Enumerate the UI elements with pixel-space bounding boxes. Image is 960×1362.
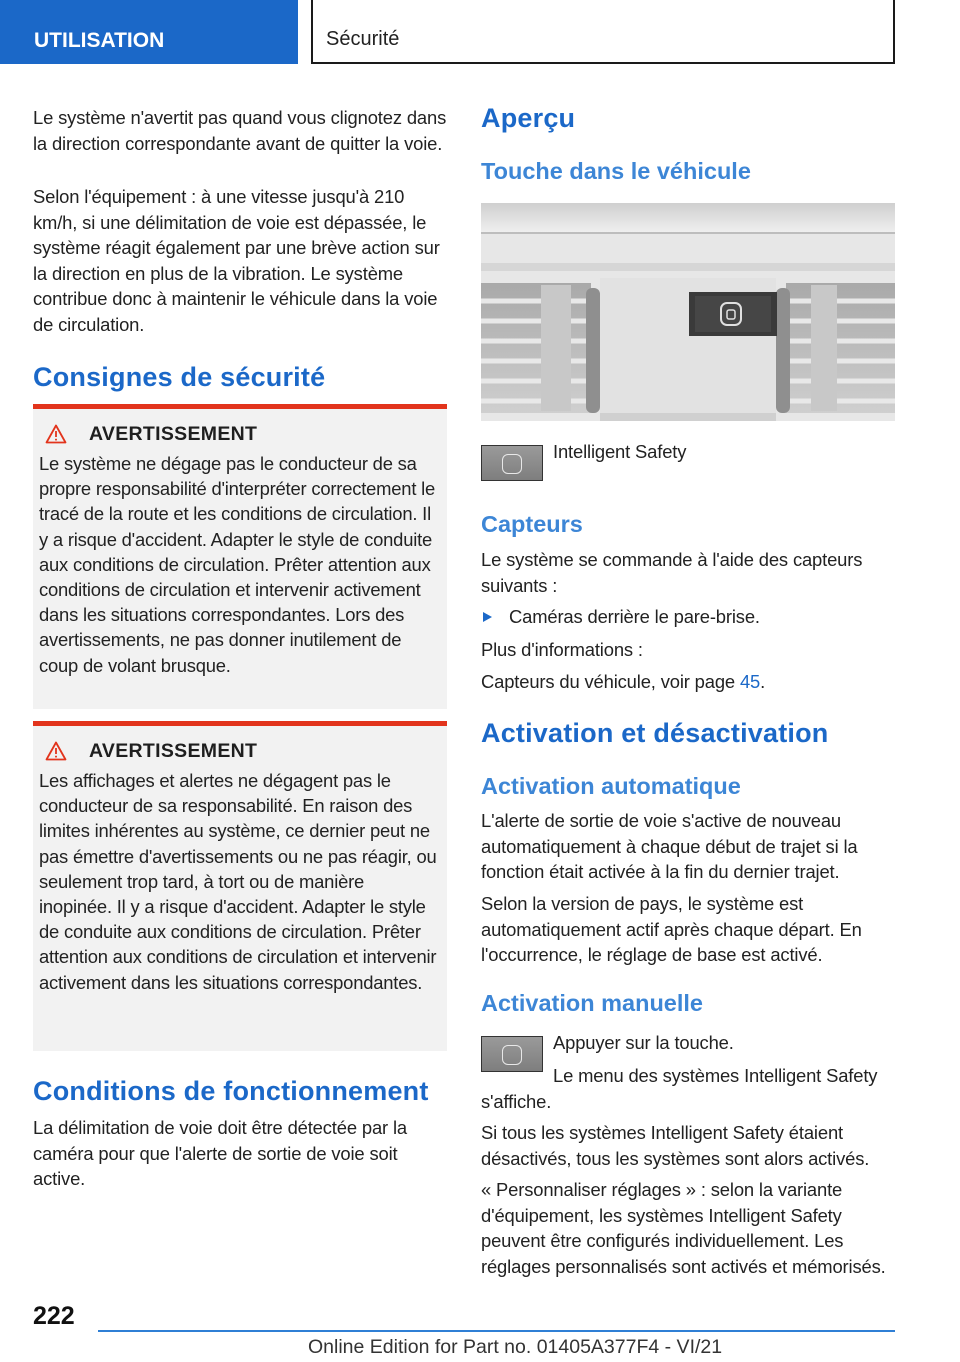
- intelligent-safety-button-image: [481, 445, 543, 481]
- car-assist-icon: [502, 1045, 522, 1065]
- heading-auto-activation: Activation automatique: [481, 773, 741, 799]
- dashboard-illustration: [481, 203, 895, 421]
- paragraph-manual-1: Appuyer sur la touche.: [553, 1032, 734, 1053]
- sensor-reference-end: .: [760, 671, 766, 692]
- page-number: 222: [33, 1302, 75, 1330]
- paragraph-sensors: Le système se commande à l'aide des capteurs suivants :: [481, 549, 863, 596]
- paragraph-auto-2: Selon la version de pays, le système est automatiquement actif après chaque départ. En l'occurrence, le réglage de base est activé.: [481, 893, 862, 966]
- button-label: Intelligent Safety: [553, 441, 687, 462]
- warning-box-1: [33, 404, 447, 709]
- header-section: UTILISATION: [0, 0, 298, 64]
- paragraph-manual-2: Le menu des systèmes Intelligent Safety s'affiche.: [481, 1065, 878, 1112]
- sensor-reference-text: Capteurs du véhicule, voir page: [481, 671, 740, 692]
- warning-box-2: [33, 721, 447, 1051]
- footer-divider: [98, 1330, 895, 1332]
- warning-title: AVERTISSEMENT: [89, 422, 258, 445]
- heading-overview: Aperçu: [481, 103, 576, 133]
- heading-conditions: Conditions de fonctionnement: [33, 1076, 429, 1106]
- paragraph-manual-3: Si tous les systèmes Intelligent Safety étaient désactivés, tous les systèmes sont alors activés.: [481, 1122, 870, 1169]
- paragraph-equipment: Selon l'équipement : à une vitesse jusqu'à 210 km/h, si une délimitation de voie est dépassée, le système réagit également par une brève action sur la direction en plus de la vibration. Le système contribue donc à maintenir le véhicule dans la voie de circulation.: [33, 186, 440, 335]
- warning-title: AVERTISSEMENT: [89, 739, 258, 762]
- more-info-label: Plus d'informations :: [481, 639, 643, 660]
- page-link-45[interactable]: 45: [739, 671, 761, 692]
- warning-triangle-icon: [45, 741, 67, 761]
- heading-button-in-vehicle: Touche dans le véhicule: [481, 158, 751, 184]
- paragraph-intro: Le système n'avertit pas quand vous clignotez dans la direction correspondante avant de quitter la voie.: [33, 107, 447, 154]
- heading-activation: Activation et désactivation: [481, 718, 829, 748]
- car-assist-icon: [502, 454, 522, 474]
- paragraph-conditions: La délimitation de voie doit être détectée par la caméra pour que l'alerte de sortie de voie soit active.: [33, 1117, 407, 1190]
- warning-text: Les affichages et alertes ne dégagent pas le conducteur de sa responsabilité. En raison des limites inhérentes au système, ce dernier peut ne pas émettre d'avertissements ou ne pas réagir, ou seulement trop tard, à tort ou de manière inopinée. Il y a risque d'accident. Adapter le style de conduite aux conditions de circulation. Prêter attention aux conditions de circulation et intervenir activement dans les situations correspondantes.: [39, 770, 437, 993]
- sensor-reference: [481, 669, 765, 695]
- heading-manual-activation: Activation manuelle: [481, 990, 703, 1016]
- paragraph-manual-4: « Personnaliser réglages » : selon la variante d'équipement, les systèmes Intelligent Safety peuvent être configurés individuellement. Les réglages personnalisés sont activés et mémorisés.: [481, 1179, 886, 1277]
- header-topic: Sécurité: [311, 0, 895, 64]
- footer-edition: Online Edition for Part no. 01405A377F4 - VI/21: [308, 1336, 723, 1358]
- heading-safety: Consignes de sécurité: [33, 362, 326, 392]
- paragraph-auto-1: L'alerte de sortie de voie s'active de nouveau automatiquement à chaque début de trajet si la fonction était activée à la fin du dernier trajet.: [481, 810, 858, 883]
- warning-triangle-icon: [45, 424, 67, 444]
- bullet-triangle-icon: [483, 612, 492, 622]
- bullet-camera: Caméras derrière le pare-brise.: [509, 606, 760, 627]
- warning-text: Le système ne dégage pas le conducteur de sa propre responsabilité d'interpréter correctement le tracé de la route et les conditions de circulation. Il y a risque d'accident. Adapter le style de conduite aux conditions de circulation. Prêter attention aux conditions de circulation et intervenir activement dans les situations correspondantes. Lors des avertissements, ne pas donner inutilement de coup de volant brusque.: [39, 453, 436, 676]
- heading-sensors: Capteurs: [481, 511, 583, 537]
